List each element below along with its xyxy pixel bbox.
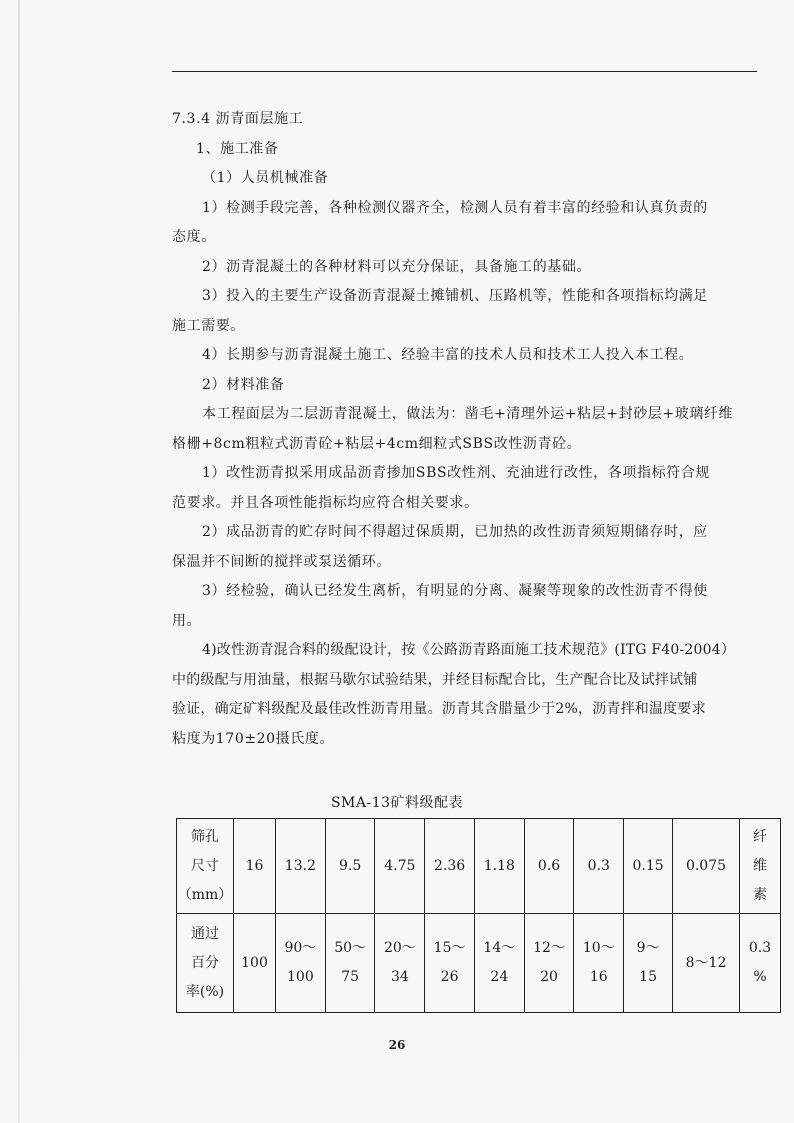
- paragraph-9-line-2: 中的级配与用油量，根据马歇尔试验结果，并经目标配合比，生产配合比及试拌试铺: [172, 671, 698, 688]
- scan-edge: [18, 0, 20, 1123]
- fiber-header-cell: 纤 维 素: [740, 819, 781, 914]
- table-row-passing-percent: [177, 914, 781, 1013]
- sieve-size-cell: 16: [234, 819, 276, 914]
- subheading-material-prep: 2）材料准备: [202, 376, 285, 393]
- sieve-size-cell: 1.18: [474, 819, 524, 914]
- sieve-size-cell: 9.5: [325, 819, 375, 914]
- subheading-personnel-machinery: （1）人员机械准备: [202, 170, 329, 186]
- sieve-size-cell: 0.075: [673, 819, 740, 914]
- section-title: 7.3.4 沥青面层施工: [172, 111, 304, 127]
- passing-cell: 8～12: [673, 914, 740, 1013]
- paragraph-6-line-1: 1）改性沥青拟采用成品沥青掺加SBS改性剂、充油进行改性，各项指标符合规: [202, 465, 710, 481]
- passing-cell: 9～ 15: [624, 914, 673, 1013]
- paragraph-7-line-2: 保温并不间断的搅拌或泵送循环。: [172, 553, 391, 570]
- gradation-table: [176, 818, 781, 1013]
- paragraph-9-line-3: 验证，确定矿料级配及最佳改性沥青用量。沥青其含腊量少于2%，沥青拌和温度要求: [172, 701, 706, 717]
- paragraph-9-line-4: 粘度为170±20摄氏度。: [172, 730, 335, 747]
- row-header-sieve-size: 筛孔 尺寸 （mm）: [177, 819, 234, 914]
- sieve-size-cell: 2.36: [425, 819, 475, 914]
- sieve-size-cell: 0.6: [524, 819, 574, 914]
- passing-cell: 14～ 24: [474, 914, 524, 1013]
- passing-cell: 12～ 20: [524, 914, 574, 1013]
- paragraph-5-line-2: 格栅+8cm粗粒式沥青砼+粘层+4cm细粒式SBS改性沥青砼。: [172, 435, 582, 452]
- paragraph-8-line-1: 3）经检验，确认已经发生离析，有明显的分离、凝聚等现象的改性沥青不得使: [202, 583, 708, 599]
- passing-cell: 90～ 100: [276, 914, 326, 1013]
- paragraph-8-line-2: 用。: [172, 612, 202, 629]
- table-title: SMA-13矿料级配表: [330, 795, 464, 811]
- table-row-sieve-size: [177, 819, 781, 914]
- sieve-size-cell: 0.3: [574, 819, 624, 914]
- paragraph-1-line-1: 1）检测手段完善，各种检测仪器齐全，检测人员有着丰富的经验和认真负责的: [202, 199, 708, 216]
- body-text: [172, 105, 760, 754]
- passing-cell: 100: [234, 914, 276, 1013]
- paragraph-9-line-1: 4)改性沥青混合料的级配设计，按《公路沥青路面施工技术规范》(ITG F40-2004）: [202, 642, 736, 658]
- passing-cell: 50～ 75: [325, 914, 375, 1013]
- passing-cell: 10～ 16: [574, 914, 624, 1013]
- paragraph-4: 4）长期参与沥青混凝土施工、经验丰富的技术人员和技术工人投入本工程。: [202, 347, 694, 363]
- sieve-size-cell: 0.15: [624, 819, 673, 914]
- subheading-construction-prep: 1、施工准备: [196, 140, 279, 157]
- paragraph-3-line-2: 施工需要。: [172, 317, 245, 334]
- paragraph-6-line-2: 范要求。并且各项性能指标均应符合相关要求。: [172, 494, 479, 511]
- paragraph-2: 2）沥青混凝土的各种材料可以充分保证，具备施工的基础。: [202, 258, 592, 275]
- sieve-size-cell: 13.2: [276, 819, 326, 914]
- paragraph-7-line-1: 2）成品沥青的贮存时间不得超过保质期，已加热的改性沥青须短期储存时，应: [202, 524, 708, 540]
- passing-cell: 15～ 26: [425, 914, 475, 1013]
- passing-cell: 20～ 34: [375, 914, 425, 1013]
- sieve-size-cell: 4.75: [375, 819, 425, 914]
- row-header-passing-percent: 通过 百分 率(%): [177, 914, 234, 1013]
- page-number: 26: [388, 1038, 406, 1052]
- paragraph-3-line-1: 3）投入的主要生产设备沥青混凝土摊铺机、压路机等，性能和各项指标均满足: [202, 288, 708, 304]
- paragraph-5-line-1: 本工程面层为二层沥青混凝土，做法为：凿毛+清理外运+粘层+封砂层+玻璃纤维: [202, 406, 734, 422]
- header-rule: [172, 71, 757, 72]
- paragraph-1-line-2: 态度。: [172, 229, 216, 245]
- fiber-value-cell: 0.3 %: [740, 914, 781, 1013]
